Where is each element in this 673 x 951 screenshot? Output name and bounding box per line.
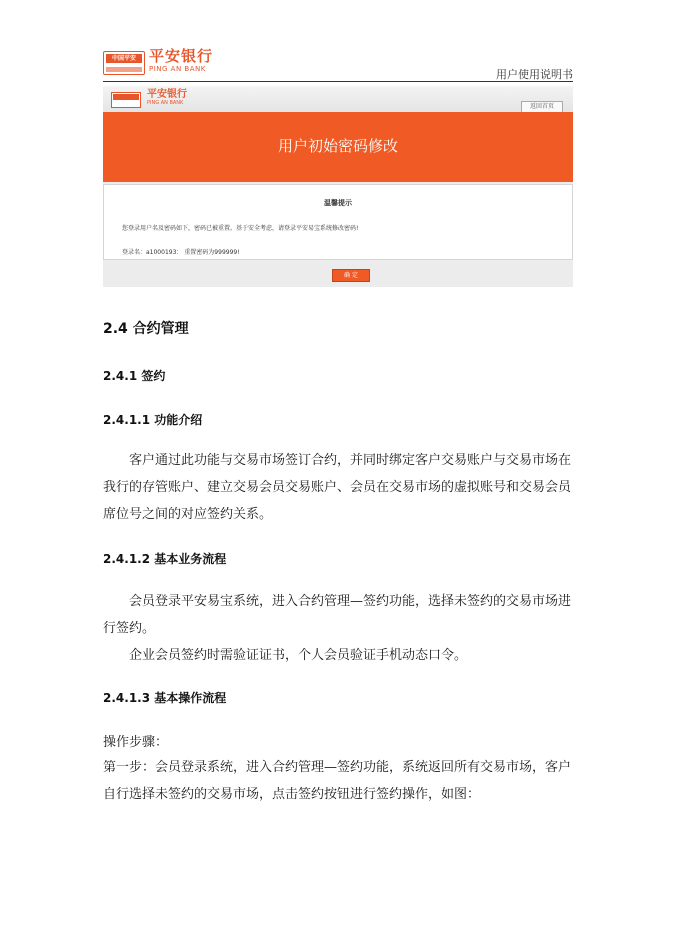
logo-text: 中国平安 (106, 54, 142, 63)
flow-paragraph-1: 会员登录平安易宝系统，进入合约管理—签约功能，选择未签约的交易市场进行签约。 (103, 594, 572, 636)
flow-paragraph-2: 企业会员签约时需验证证书，个人会员验证手机动态口令。 (129, 648, 468, 663)
section-heading-2-4-1-3: 2.4.1.3 基本操作流程 (103, 691, 227, 705)
banner-title: 用户初始密码修改 (277, 137, 398, 155)
embedded-screenshot (103, 86, 573, 287)
notice-title: 温馨提示 (324, 199, 352, 207)
page-header (103, 48, 573, 80)
brand (149, 48, 213, 73)
section-heading-2-4-1-1: 2.4.1.1 功能介绍 (103, 413, 203, 427)
intro-paragraph: 客户通过此功能与交易市场签订合约，并同时绑定客户交易账户与交易市场在我行的存管账户、建立交易会员交易账户、会员在交易市场的虚拟账号和交易会员席位号之间的对应签约关系。 (103, 453, 572, 522)
steps-label: 操作步骤： (103, 735, 169, 750)
notice-account: 登录名：a1000193： 重置密码为999999! (122, 249, 240, 256)
notice-panel (103, 184, 573, 260)
step-1-paragraph: 第一步：会员登录系统，进入合约管理—签约功能，系统返回所有交易市场，客户自行选择未签约的交易市场，点击签约按钮进行签约操作，如图： (103, 760, 572, 802)
header-divider (103, 81, 573, 82)
brand-name-en: PING AN BANK (149, 65, 206, 73)
screenshot-logo-icon (111, 92, 141, 108)
document-title: 用户使用说明书 (496, 68, 573, 81)
page-banner (103, 112, 573, 182)
section-heading-2-4-1-2: 2.4.1.2 基本业务流程 (103, 552, 227, 566)
section-heading-2-4-1: 2.4.1 签约 (103, 369, 166, 383)
pingan-logo-icon (103, 51, 145, 75)
brand-name-cn: 平安银行 (149, 47, 214, 65)
confirm-button[interactable]: 确 定 (332, 269, 370, 282)
screenshot-brand: 平安银行 PING AN BANK (147, 89, 187, 106)
home-link[interactable]: 返回首页 (521, 101, 563, 113)
section-heading-2-4: 2.4 合约管理 (103, 321, 189, 337)
notice-message: 您登录用户名及密码如下，密码已被重置。基于安全考虑，请登录平安易宝系统修改密码! (122, 225, 359, 232)
screenshot-topbar (103, 86, 573, 112)
